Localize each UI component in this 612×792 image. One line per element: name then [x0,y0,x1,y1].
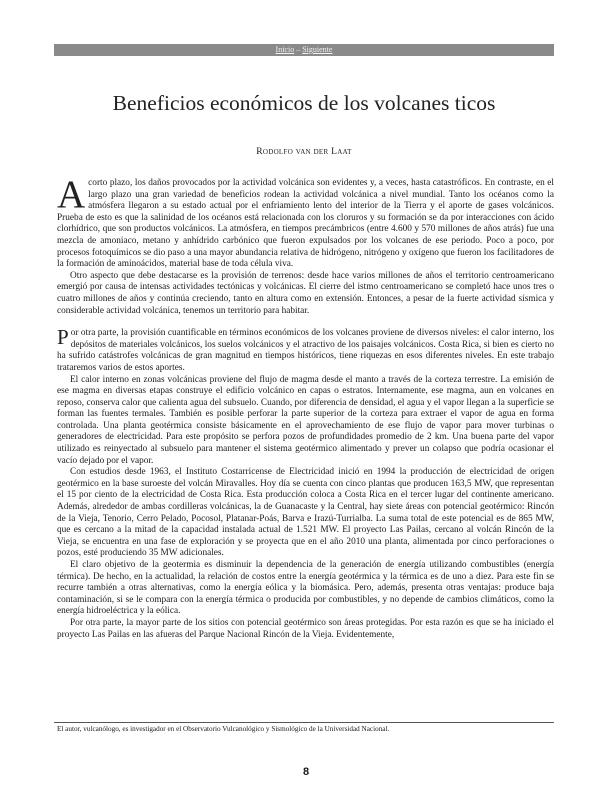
drop-cap-a: A [57,173,86,216]
paragraph-3-text: or otra parte, la provisión cuantificable en términos económicos de los volcanes proviene de diversos niveles: el calor interno, los depósitos de materiales volcánicos, los suelos volcánicos y el atractivo de los paisajes volcánicos. Costa Rica, si bien es cierto no ha sufrido catástrofes volcánicas de gran magnitud en tiempos históricos, tiene riquezas en esos diferentes niveles. En este trabajo trataremos varios de estos aportes. [57,328,554,373]
paragraph-2: Otro aspecto que debe destacarse es la provisión de terrenos: desde hace varios millones de años el territorio centroamericano emergió por causa de intensas actividades tectónicas y volcánicas. El cierre del istmo centroamericano se completó hace unos tres o cuatro millones de años y continúa creciendo, tanto en altura como en extensión. Entonces, a pesar de la fuerte actividad sísmica y considerable actividad volcánica, tenemos un territorio para habitar. [57,270,554,316]
top-navigation-bar [54,44,554,56]
footnote: El autor, vulcanólogo, es investigador en el Observatorio Vulcanológico y Sismológico de la Universidad Nacional. [57,725,390,733]
footnote-divider [54,722,554,723]
inicio-link[interactable]: Inicio [275,45,295,54]
section-gap [57,317,554,328]
paragraph-5: Con estudios desde 1963, el Instituto Costarricense de Electricidad inició en 1994 la producción de electricidad de origen geotérmico en la base suroeste del volcán Miravalles. Hoy día se cuenta con cinco plantas que producen 163,5 MW, que representan el 15 por ciento de la electricidad de Costa Rica. Esta producción coloca a Costa Rica en el tercer lugar del continente americano. Además, alrededor de ambas cordilleras volcánicas, la de Guanacaste y la Central, hay siete áreas con potencial geotérmico: Rincón de la Vieja, Tenorio, Cerro Pelado, Pocosol, Platanar-Poás, Barva e Irazú-Turrialba. La suma total de este potencial es de 865 MW, que es cercano a la mitad de la capacidad instalada actual de 1.521 MW. El proyecto Las Pailas, cercano al volcán Rincón de la Vieja, se encuentra en una fase de exploración y se proyecta que en el año 2010 una planta, alimentada por cinco perforaciones o pozos, esté produciendo 35 MW adicionales. [57,467,554,559]
article-title: Beneficios económicos de los volcanes ticos [112,91,496,115]
paragraph-6: El claro objetivo de la geotermia es disminuir la dependencia de la generación de energía utilizando combustibles (energía térmica). De hecho, en la actualidad, la relación de costos entre la energía geotérmica y la térmica es de uno a diez. Para este fin se recurre también a otras alternativas, como la energía eólica y la biomásica. Pero, además, presenta otras ventajas: produce baja contaminación, si se le compara con la energía térmica o producida por combustibles, y no depende de cambios climáticos, como la energía hidroeléctrica y la eólica. [57,560,554,617]
drop-cap-p: P [57,325,69,350]
article-author: Rodolfo van der Laat [256,147,352,157]
paragraph-4: El calor interno en zonas volcánicas proviene del flujo de magma desde el manto a través de la corteza terrestre. La emisión de ese magma en diversas etapas construye el edificio volcánico en capas o estratos. Internamente, ese magma, aun en volcanes en reposo, conserva calor que calienta agua del subsuelo. Cuando, por diferencia de densidad, el agua y el vapor llegan a la superficie se forman las fuentes termales. También es posible perforar la parte superior de la corteza para extraer el vapor de agua en forma controlada. Una planta geotérmica consiste básicamente en el aprovechamiento de ese flujo de vapor para mover turbinas o generadores de electricidad. Para este propósito se perfora pozos de profundidades promedio de 2 km. Una buena parte del vapor utilizado es reinyectado al subsuelo para mantener el sistema geotérmico alimentado y prever un colapso que podría ocasionar el vacío dejado por el vapor. [57,374,554,466]
page-number: 8 [302,766,310,778]
paragraph-7: Por otra parte, la mayor parte de los sitios con potencial geotérmico son áreas protegidas. Por esta razón es que se ha iniciado el proyecto Las Pailas en las afueras del Parque Nacional Rincón de la Vieja. Evidentemente, [57,617,554,640]
paragraph-1 [57,173,554,271]
article-body [57,173,554,641]
siguiente-link[interactable]: Siguiente [302,45,333,54]
nav-separator: – [296,45,301,54]
paragraph-1-text: corto plazo, los daños provocados por la actividad volcánica son evidentes y, a veces, hasta catastróficos. En contraste, en el largo plazo una gran variedad de beneficios rodean la actividad volcánica a nivel mundial. Tanto los océanos como la atmósfera llegaron a su estado actual por el enfriamiento lento del interior de la Tierra y el aporte de gases volcánicos. Prueba de esto es que la salinidad de los océanos está relacionada con los cloruros y su formación se da por interacciones con ácido clorhídrico, que son productos volcánicos. La atmósfera, en tiempos precámbricos (entre 4.600 y 570 millones de años atrás) fue una mezcla de amoniaco, metano y anhídrido carbónico que fueron expulsados por los volcanes de ese periodo. Poco a poco, por procesos fotoquímicos se dio paso a una mayor abundancia relativa de hidrógeno, nitrógeno y oxígeno que fueron los facilitadores de la formación de aminoácidos, material base de toda célula viva. [57,178,554,270]
paragraph-3 [57,325,554,374]
